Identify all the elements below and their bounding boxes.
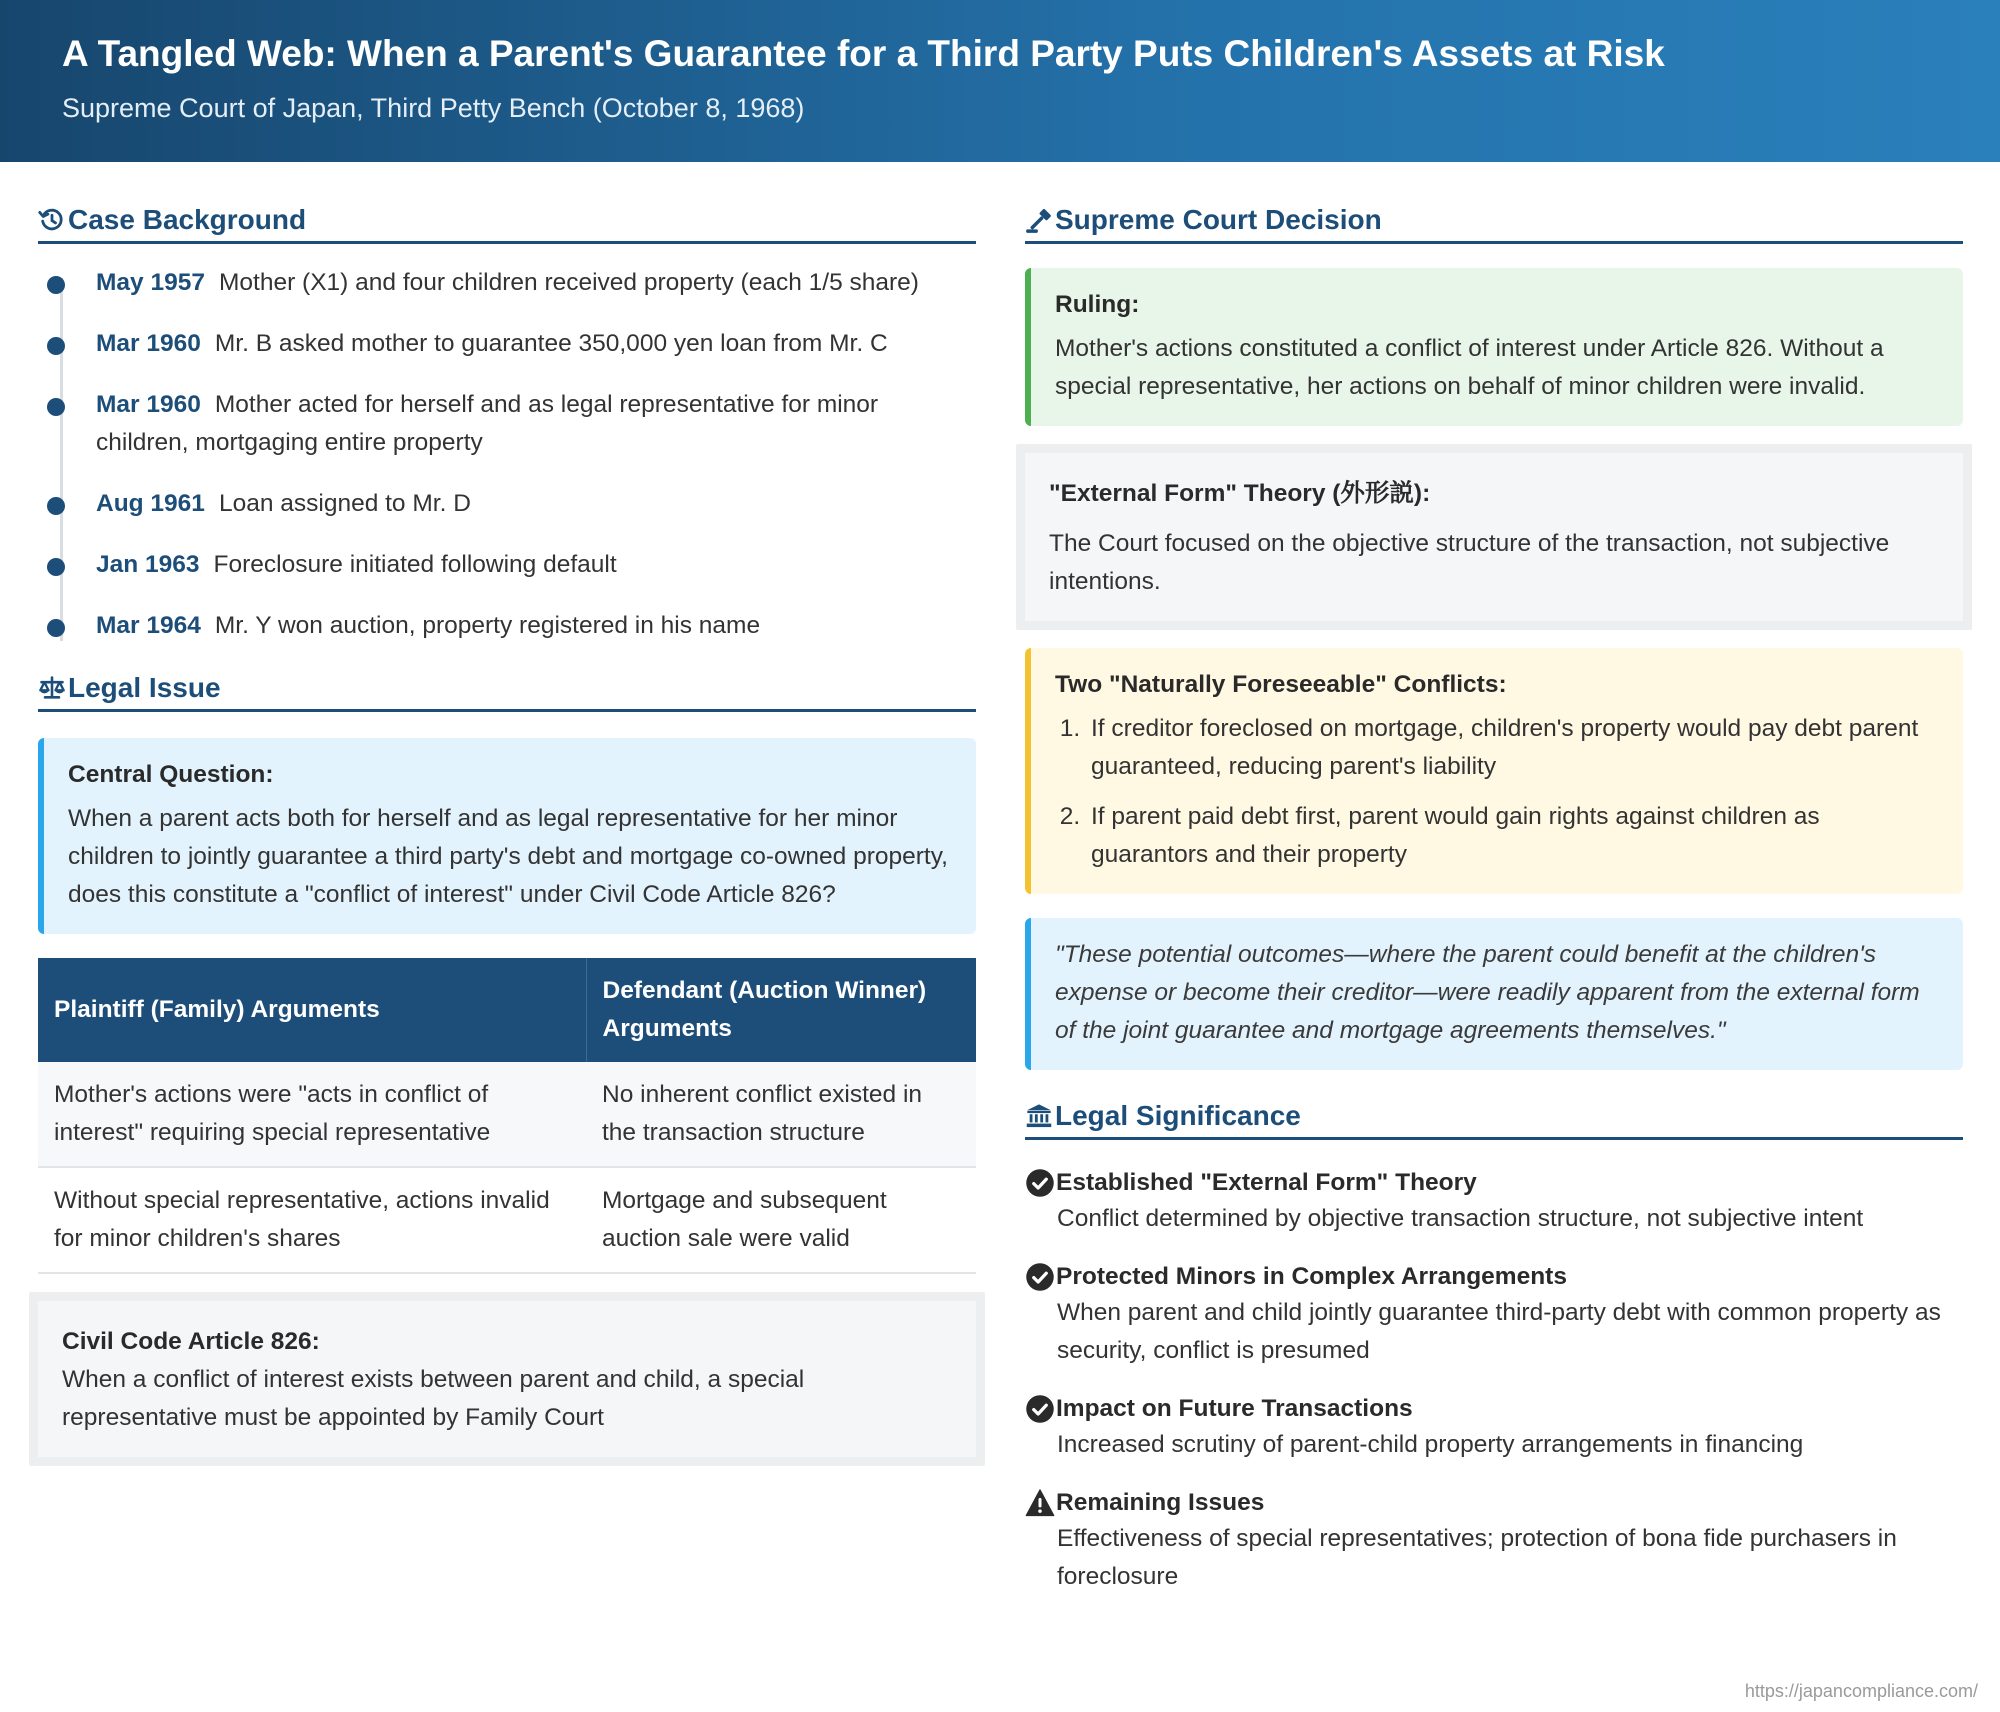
significance-heading: Impact on Future Transactions: [1056, 1395, 1413, 1422]
timeline-date: Jan 1963: [96, 551, 200, 578]
timeline-dot: [47, 398, 65, 416]
significance-text: Increased scrutiny of parent-child property arrangements in financing: [1057, 1431, 1804, 1458]
timeline-item: [96, 485, 976, 523]
ruling-heading: Ruling:: [1055, 291, 1140, 318]
external-form-box: [1016, 444, 1972, 630]
table-header-defendant: Defendant (Auction Winner) Arguments: [586, 958, 976, 1062]
section-title: Supreme Court Decision: [1055, 203, 1382, 235]
timeline: [38, 264, 976, 645]
significance-text: Conflict determined by objective transaction structure, not subjective intent: [1057, 1205, 1864, 1232]
external-form-heading: "External Form" Theory (外形説):: [1049, 480, 1431, 507]
right-column: [1025, 200, 1963, 1618]
timeline-dot: [47, 337, 65, 355]
timeline-dot: [47, 276, 65, 294]
significance-heading: Established "External Form" Theory: [1056, 1169, 1477, 1196]
significance-list: [1025, 1166, 1963, 1596]
central-question-text: When a parent acts both for herself and as legal representative for her minor children to jointly guarantee a third party's debt and mortgage co-owned property, does this constitute a "conflict of interest" under Civil Code Article 826?: [68, 805, 948, 908]
check-circle-icon: [1025, 1394, 1055, 1424]
central-question-heading: Central Question:: [68, 761, 274, 788]
foreseeable-conflicts-box: [1025, 648, 1963, 894]
left-column: [38, 200, 976, 1466]
table-cell: Mortgage and subsequent auction sale were valid: [586, 1167, 976, 1273]
gavel-icon: [1025, 206, 1053, 234]
timeline-item: [96, 264, 976, 302]
external-form-text: The Court focused on the objective structure of the transaction, not subjective intentions.: [1049, 530, 1890, 595]
article-heading: Civil Code Article 826:: [62, 1328, 320, 1355]
landmark-icon: [1025, 1102, 1053, 1130]
court-quote: "These potential outcomes—where the parent could benefit at the children's expense or become their creditor—were readily apparent from the external form of the joint guarantee and mortgage agreements themselves.": [1055, 941, 1920, 1044]
section-legal-significance: [1025, 1096, 1963, 1140]
significance-item: [1025, 1486, 1963, 1596]
conflicts-list: [1087, 710, 1939, 874]
footer-url: https://japancompliance.com/: [1744, 1681, 1978, 1702]
section-supreme-court-decision: [1025, 200, 1963, 244]
section-legal-issue: [38, 668, 976, 712]
timeline-dot: [47, 497, 65, 515]
table-cell: Without special representative, actions invalid for minor children's shares: [38, 1167, 586, 1273]
section-title: Legal Significance: [1055, 1099, 1301, 1131]
table-header-row: [38, 958, 976, 1062]
timeline-date: Mar 1960: [96, 391, 201, 418]
timeline-text: Foreclosure initiated following default: [213, 551, 617, 578]
check-circle-icon: [1025, 1262, 1055, 1292]
timeline-date: Aug 1961: [96, 490, 205, 517]
timeline-text: Loan assigned to Mr. D: [218, 490, 471, 517]
timeline-date: May 1957: [96, 269, 205, 296]
warning-icon: [1025, 1488, 1055, 1518]
section-case-background: [38, 200, 976, 244]
timeline-text: Mr. B asked mother to guarantee 350,000 yen loan from Mr. C: [214, 330, 888, 357]
timeline-item: [96, 546, 976, 584]
court-quote-box: [1025, 918, 1963, 1070]
conflicts-heading: Two "Naturally Foreseeable" Conflicts:: [1055, 671, 1507, 698]
significance-item: [1025, 1166, 1963, 1238]
timeline-text: Mother (X1) and four children received property (each 1/5 share): [218, 269, 919, 296]
table-cell: Mother's actions were "acts in conflict of interest" requiring special representative: [38, 1062, 586, 1167]
significance-text: When parent and child jointly guarantee third-party debt with common property as security, conflict is presumed: [1057, 1299, 1941, 1364]
timeline-item: [96, 325, 976, 363]
timeline-dot: [47, 558, 65, 576]
history-icon: [38, 206, 66, 234]
table-header-plaintiff: Plaintiff (Family) Arguments: [38, 958, 586, 1062]
list-item: 1. If creditor foreclosed on mortgage, children's property would pay debt parent guaranteed, reducing parent's liability: [1087, 710, 1939, 786]
timeline-item: [96, 386, 976, 462]
check-circle-icon: [1025, 1168, 1055, 1198]
article-826-box: [29, 1292, 985, 1466]
timeline-item: [96, 607, 976, 645]
significance-item: [1025, 1392, 1963, 1464]
page-header: [0, 0, 2000, 162]
timeline-text: Mother acted for herself and as legal representative for minor children, mortgaging entire property: [96, 391, 879, 456]
table-row: [38, 1167, 976, 1273]
timeline-text: Mr. Y won auction, property registered in his name: [214, 612, 761, 639]
page-subtitle: Supreme Court of Japan, Third Petty Bench (October 8, 1968): [62, 93, 805, 124]
table-cell: No inherent conflict existed in the transaction structure: [586, 1062, 976, 1167]
scale-icon: [38, 674, 66, 702]
timeline-date: Mar 1960: [96, 330, 201, 357]
timeline-date: Mar 1964: [96, 612, 201, 639]
table-row: [38, 1062, 976, 1167]
section-title: Legal Issue: [68, 671, 221, 703]
page-title: A Tangled Web: When a Parent's Guarantee for a Third Party Puts Children's Assets at Risk: [62, 33, 1665, 74]
arguments-table: [38, 958, 976, 1274]
ruling-text: Mother's actions constituted a conflict of interest under Article 826. Without a special representative, her actions on behalf of minor children were invalid.: [1055, 335, 1884, 400]
article-text: When a conflict of interest exists between parent and child, a special representative must be appointed by Family Court: [62, 1366, 805, 1431]
section-title: Case Background: [68, 203, 307, 235]
significance-heading: Protected Minors in Complex Arrangements: [1056, 1263, 1567, 1290]
significance-text: Effectiveness of special representatives; protection of bona fide purchasers in foreclosure: [1057, 1525, 1897, 1590]
central-question-box: [38, 738, 976, 934]
ruling-box: [1025, 268, 1963, 426]
timeline-dot: [47, 619, 65, 637]
list-item: 2. If parent paid debt first, parent would gain rights against children as guarantors and their property: [1087, 798, 1939, 874]
significance-heading: Remaining Issues: [1056, 1489, 1265, 1516]
significance-item: [1025, 1260, 1963, 1370]
